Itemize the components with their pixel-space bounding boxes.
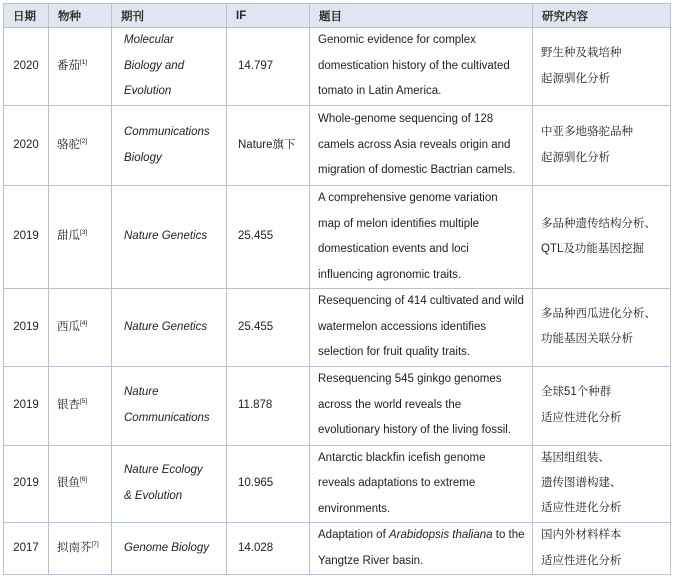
species-name: 番茄 [57, 59, 80, 72]
content-line: 适应性进化分析 [541, 502, 622, 515]
content-cell [533, 289, 671, 367]
impact-factor-cell: 14.797 [227, 28, 310, 106]
title-line: domestication events and loci [318, 243, 469, 255]
title-line: across the world reveals the [318, 398, 462, 411]
research-table [3, 3, 671, 575]
table-row [4, 106, 671, 186]
content-cell [533, 106, 671, 186]
impact-factor-cell: Nature旗下 [227, 106, 310, 186]
reference-marker: [1] [80, 58, 88, 66]
title-text: Adaptation of [318, 529, 389, 541]
content-line: 适应性进化分析 [541, 411, 622, 424]
content-cell [533, 28, 671, 106]
reference-marker: [3] [80, 229, 88, 237]
header-journal: 期刊 [112, 4, 227, 28]
content-cell [533, 186, 671, 289]
title-line: tomato in Latin America. [318, 85, 442, 98]
species-italic: Arabidopsis thaliana [388, 529, 493, 541]
journal-line: & Evolution [124, 489, 183, 502]
content-line: 全球51个种群 [541, 386, 612, 398]
title-cell [310, 366, 533, 445]
date-cell: 2019 [4, 366, 49, 445]
species-name: 银鱼 [57, 477, 80, 489]
content-line: 多品种遗传结构分析、 [541, 217, 656, 230]
title-cell [310, 28, 533, 106]
content-line: 野生种及栽培种 [541, 47, 622, 59]
species-cell [49, 28, 112, 106]
header-species: 物种 [49, 4, 112, 28]
title-line: domestication history of the cultivated [318, 59, 510, 72]
journal-line: Molecular [124, 34, 174, 47]
impact-factor-cell: 25.455 [227, 186, 310, 289]
impact-factor-cell: 10.965 [227, 445, 310, 523]
title-line: Resequencing of 414 cultivated and wild [318, 295, 524, 307]
species-cell [49, 106, 112, 186]
journal-line: Nature Genetics [124, 230, 208, 243]
title-line: Antarctic blackfin icefish genome [318, 451, 486, 464]
species-cell [49, 366, 112, 445]
species-name: 甜瓜 [57, 230, 80, 243]
journal-line: Communications [124, 126, 210, 138]
title-cell [310, 289, 533, 367]
species-name: 拟南芥 [57, 541, 92, 554]
impact-factor-cell: 11.878 [227, 366, 310, 445]
content-line: 国内外材料样本 [541, 529, 622, 541]
journal-line: Nature Genetics [124, 320, 208, 333]
content-line: 起源驯化分析 [541, 151, 610, 164]
header-content: 研究内容 [533, 4, 671, 28]
header-date: 日期 [4, 4, 49, 28]
species-cell [49, 523, 112, 575]
journal-line: Nature Ecology [124, 464, 203, 477]
content-line: 适应性进化分析 [541, 554, 622, 567]
date-cell: 2019 [4, 289, 49, 367]
title-line: camels across Asia reveals origin and [318, 138, 511, 151]
title-cell [310, 445, 533, 523]
journal-cell [112, 523, 227, 575]
content-cell [533, 523, 671, 575]
title-line: Genomic evidence for complex [318, 34, 476, 47]
journal-line: Evolution [124, 85, 172, 98]
date-cell: 2019 [4, 186, 49, 289]
journal-line: Biology [124, 151, 162, 164]
impact-factor-cell: 25.455 [227, 289, 310, 367]
content-line: 功能基因关联分析 [541, 333, 633, 346]
content-cell [533, 366, 671, 445]
table-row [4, 523, 671, 575]
date-cell: 2020 [4, 106, 49, 186]
reference-marker: [7] [91, 540, 99, 548]
species-cell [49, 186, 112, 289]
header-row [4, 4, 671, 28]
title-line: A comprehensive genome variation [318, 192, 498, 204]
header-if: IF [227, 4, 310, 28]
title-cell [310, 523, 533, 575]
title-line: reveals adaptations to extreme [318, 477, 476, 489]
title-line: Whole-genome sequencing of 128 [318, 113, 494, 126]
journal-line: Biology and [124, 59, 185, 72]
content-line: QTL及功能基因挖掘 [541, 243, 644, 255]
title-line: watermelon accessions identifies [318, 320, 487, 333]
journal-line: Genome Biology [124, 541, 210, 554]
content-cell [533, 445, 671, 523]
table-row [4, 186, 671, 289]
content-line: 起源驯化分析 [541, 72, 610, 85]
species-name: 骆驼 [57, 138, 80, 151]
title-line: influencing agronomic traits. [318, 268, 462, 281]
title-cell [310, 106, 533, 186]
title-line [318, 523, 528, 549]
content-line: 中亚多地骆驼品种 [541, 126, 633, 138]
title-cell [310, 186, 533, 289]
title-text: to the [492, 529, 525, 541]
reference-marker: [6] [80, 476, 88, 484]
journal-cell [112, 106, 227, 186]
content-line: 遗传图谱构建、 [541, 477, 622, 490]
species-cell [49, 289, 112, 367]
journal-line: Nature [124, 386, 159, 398]
header-title: 题目 [310, 4, 533, 28]
impact-factor-cell: 14.028 [227, 523, 310, 575]
title-line: Yangtze River basin. [318, 554, 424, 567]
species-name: 西瓜 [57, 320, 80, 333]
title-line: evolutionary history of the living fossil. [318, 424, 512, 437]
reference-marker: [4] [80, 319, 88, 327]
reference-marker: [5] [80, 397, 88, 405]
content-line: 多品种西瓜进化分析、 [541, 307, 656, 320]
journal-cell [112, 289, 227, 367]
table-row [4, 28, 671, 106]
title-line: migration of domestic Bactrian camels. [318, 164, 516, 177]
title-line: environments. [318, 502, 391, 515]
date-cell: 2019 [4, 445, 49, 523]
title-line: Resequencing 545 ginkgo genomes [318, 373, 502, 386]
reference-marker: [2] [80, 137, 88, 145]
content-line: 基因组组装、 [541, 452, 610, 465]
table-row [4, 366, 671, 445]
journal-cell [112, 366, 227, 445]
date-cell: 2020 [4, 28, 49, 106]
journal-line: Communications [124, 411, 210, 424]
table-row [4, 445, 671, 523]
table-row [4, 289, 671, 367]
journal-cell [112, 28, 227, 106]
journal-cell [112, 186, 227, 289]
date-cell: 2017 [4, 523, 49, 575]
journal-cell [112, 445, 227, 523]
species-name: 银杏 [57, 398, 80, 411]
title-line: selection for fruit quality traits. [318, 346, 471, 358]
title-line: map of melon identifies multiple [318, 217, 480, 230]
species-cell [49, 445, 112, 523]
